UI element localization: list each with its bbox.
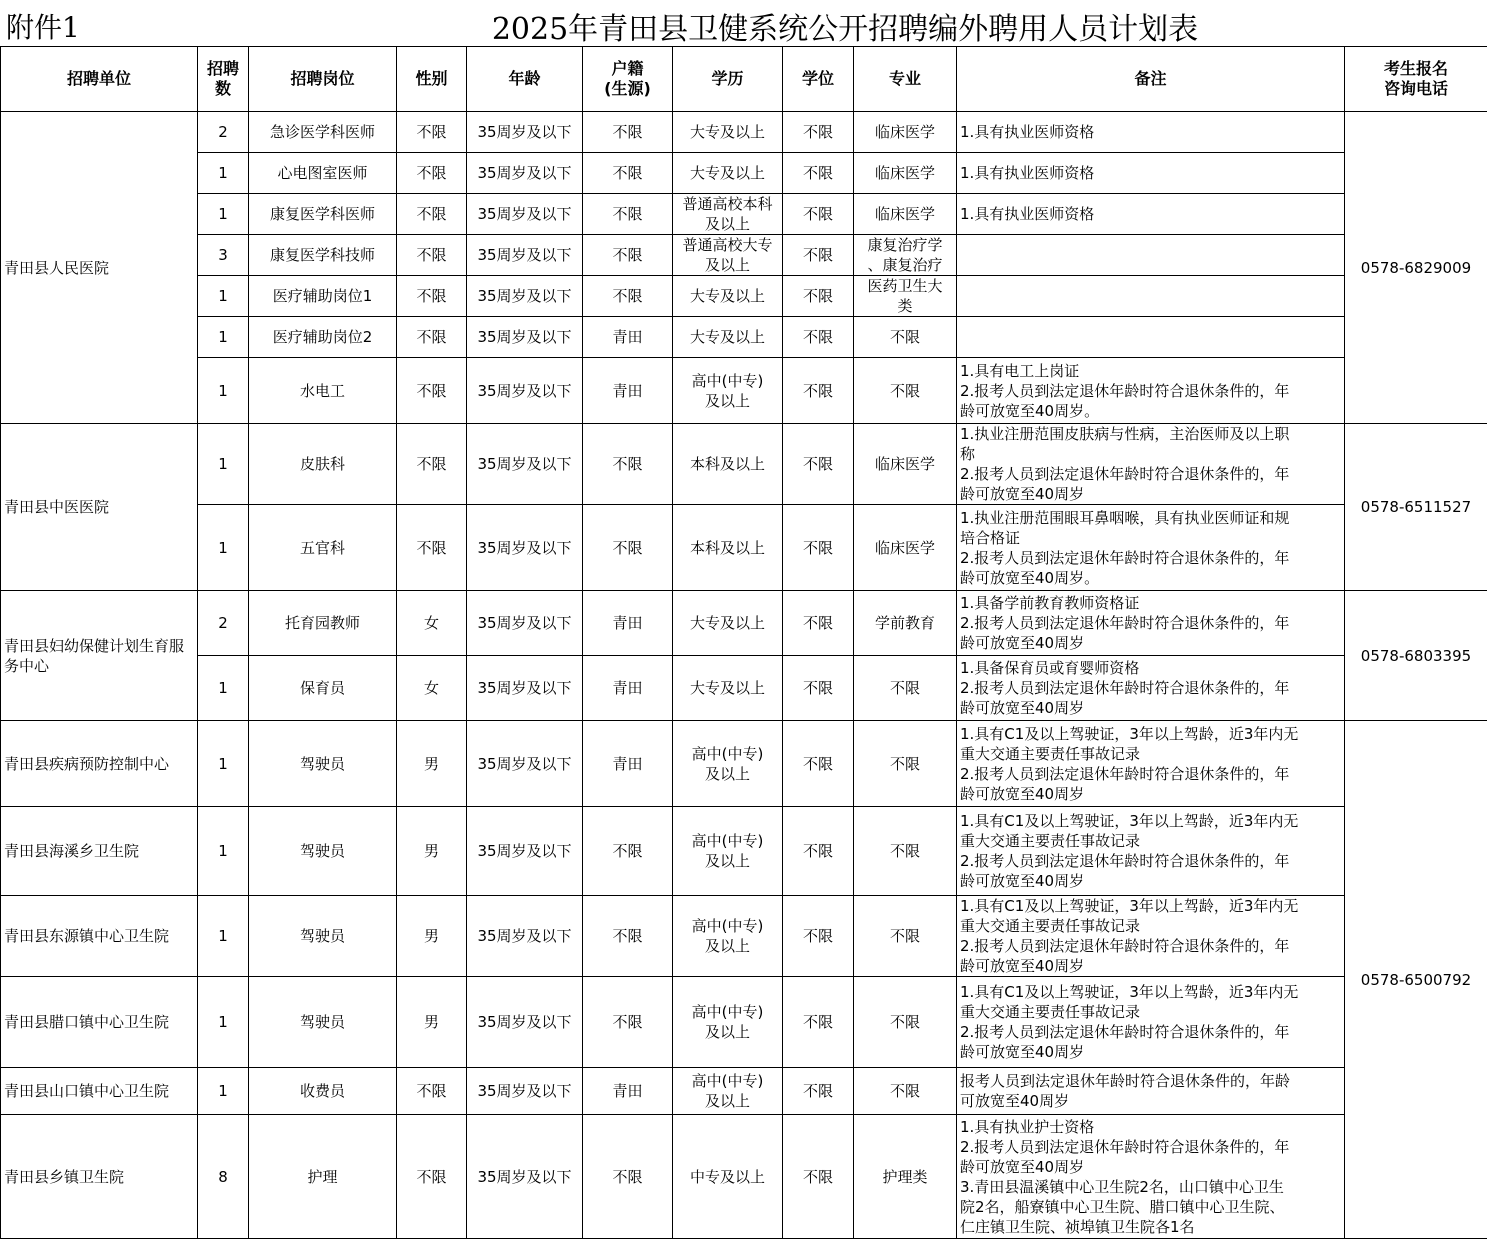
remarks-cell (957, 807, 1345, 896)
col-degree: 学位 (783, 47, 854, 112)
post-cell: 保育员 (249, 656, 397, 721)
post-cell: 康复医学科技师 (249, 235, 397, 276)
count-cell: 1 (198, 1068, 249, 1115)
text-line: 普通高校大专 (676, 235, 779, 255)
text-line: 大专及以上 (676, 286, 779, 306)
gender-cell: 男 (397, 977, 467, 1068)
table-row (1, 656, 1487, 721)
post-cell: 驾驶员 (249, 977, 397, 1068)
count-cell: 1 (198, 656, 249, 721)
phone-cell: 0578-6803395 (1345, 591, 1487, 721)
phone-cell: 0578-6511527 (1345, 424, 1487, 591)
text-line: 龄可放宽至40周岁。 (960, 568, 1341, 588)
gender-cell: 女 (397, 656, 467, 721)
major-cell (854, 358, 957, 424)
text-line: 及以上 (676, 1022, 779, 1042)
text-line: 、康复治疗 (857, 255, 953, 275)
text-line: 不限 (857, 841, 953, 861)
age-cell: 35周岁及以下 (467, 317, 583, 358)
degree-cell: 不限 (783, 424, 854, 505)
unit-cell: 青田县中医医院 (1, 424, 198, 591)
age-cell: 35周岁及以下 (467, 1068, 583, 1115)
text-line: 高中(中专) (676, 1071, 779, 1091)
major-cell (854, 276, 957, 317)
text-line: 2.报考人员到法定退休年龄时符合退休条件的，年 (960, 678, 1341, 698)
text-line: 2.报考人员到法定退休年龄时符合退休条件的，年 (960, 1137, 1341, 1157)
gender-cell: 男 (397, 896, 467, 977)
table-row (1, 505, 1487, 591)
count-cell: 8 (198, 1115, 249, 1239)
degree-cell: 不限 (783, 235, 854, 276)
household-cell: 青田 (583, 317, 673, 358)
education-cell (673, 358, 783, 424)
gender-cell: 不限 (397, 505, 467, 591)
count-cell: 1 (198, 276, 249, 317)
degree-cell: 不限 (783, 276, 854, 317)
text-line: 临床医学 (857, 122, 953, 142)
post-cell: 医疗辅助岗位1 (249, 276, 397, 317)
text-line: 及以上 (676, 851, 779, 871)
text-line: 2.报考人员到法定退休年龄时符合退休条件的，年 (960, 381, 1341, 401)
gender-cell: 不限 (397, 358, 467, 424)
gender-cell: 不限 (397, 112, 467, 153)
degree-cell: 不限 (783, 1115, 854, 1239)
degree-cell: 不限 (783, 153, 854, 194)
education-cell (673, 194, 783, 235)
remarks-cell (957, 656, 1345, 721)
household-cell: 不限 (583, 194, 673, 235)
text-line: 1.具备学前教育教师资格证 (960, 593, 1341, 613)
count-cell: 1 (198, 153, 249, 194)
education-cell (673, 591, 783, 656)
text-line: 类 (857, 296, 953, 316)
post-cell: 护理 (249, 1115, 397, 1239)
major-cell (854, 505, 957, 591)
text-line: 护理类 (857, 1167, 953, 1187)
col-phone: 考生报名 咨询电话 (1345, 47, 1487, 112)
text-line: 培合格证 (960, 528, 1341, 548)
major-cell (854, 591, 957, 656)
col-major: 专业 (854, 47, 957, 112)
table-row (1, 112, 1487, 153)
education-cell (673, 721, 783, 807)
text-line: 本科及以上 (676, 454, 779, 474)
household-cell: 不限 (583, 153, 673, 194)
table-row (1, 1068, 1487, 1115)
title-bar (0, 0, 1487, 46)
text-line: 普通高校本科 (676, 194, 779, 214)
text-line: 及以上 (676, 936, 779, 956)
major-cell (854, 1068, 957, 1115)
text-line: 3.青田县温溪镇中心卫生院2名，山口镇中心卫生 (960, 1177, 1341, 1197)
remarks-cell (957, 1068, 1345, 1115)
col-post: 招聘岗位 (249, 47, 397, 112)
household-cell: 不限 (583, 977, 673, 1068)
household-cell: 不限 (583, 896, 673, 977)
education-cell (673, 807, 783, 896)
post-cell: 托育园教师 (249, 591, 397, 656)
post-cell: 驾驶员 (249, 896, 397, 977)
major-cell (854, 424, 957, 505)
count-cell: 2 (198, 112, 249, 153)
education-cell (673, 1068, 783, 1115)
education-cell (673, 276, 783, 317)
degree-cell: 不限 (783, 656, 854, 721)
household-cell: 青田 (583, 358, 673, 424)
household-cell: 不限 (583, 1115, 673, 1239)
education-cell (673, 505, 783, 591)
col-remarks: 备注 (957, 47, 1345, 112)
recruitment-table (0, 46, 1487, 1239)
post-cell: 皮肤科 (249, 424, 397, 505)
post-cell: 医疗辅助岗位2 (249, 317, 397, 358)
household-cell: 不限 (583, 807, 673, 896)
education-cell (673, 656, 783, 721)
text-line: 1.具备保育员或育婴师资格 (960, 658, 1341, 678)
household-cell: 不限 (583, 235, 673, 276)
phone-cell: 0578-6829009 (1345, 112, 1487, 424)
table-row (1, 721, 1487, 807)
text-line: 1.执业注册范围皮肤病与性病，主治医师及以上职 (960, 424, 1341, 444)
major-cell (854, 317, 957, 358)
post-cell: 急诊医学科医师 (249, 112, 397, 153)
table-row (1, 235, 1487, 276)
table-row (1, 424, 1487, 505)
household-cell: 青田 (583, 1068, 673, 1115)
header-row (1, 47, 1487, 112)
education-cell (673, 112, 783, 153)
major-cell (854, 721, 957, 807)
text-line: 2.报考人员到法定退休年龄时符合退休条件的，年 (960, 548, 1341, 568)
text-line: 不限 (857, 1081, 953, 1101)
page-title: 2025年青田县卫健系统公开招聘编外聘用人员计划表 (280, 4, 1410, 48)
count-cell: 1 (198, 424, 249, 505)
text-line: 高中(中专) (676, 371, 779, 391)
age-cell: 35周岁及以下 (467, 977, 583, 1068)
text-line: 龄可放宽至40周岁 (960, 871, 1341, 891)
degree-cell: 不限 (783, 358, 854, 424)
remarks-cell (957, 153, 1345, 194)
text-line: 龄可放宽至40周岁 (960, 784, 1341, 804)
text-line: 高中(中专) (676, 744, 779, 764)
text-line: 可放宽至40周岁 (960, 1091, 1341, 1111)
text-line: 不限 (857, 327, 953, 347)
remarks-cell (957, 112, 1345, 153)
age-cell: 35周岁及以下 (467, 276, 583, 317)
age-cell: 35周岁及以下 (467, 896, 583, 977)
remarks-cell (957, 721, 1345, 807)
text-line: 大专及以上 (676, 163, 779, 183)
count-cell: 1 (198, 721, 249, 807)
text-line: 1.具有C1及以上驾驶证，3年以上驾龄，近3年内无 (960, 724, 1341, 744)
table-body (1, 112, 1487, 1239)
gender-cell: 不限 (397, 153, 467, 194)
text-line: 不限 (857, 1012, 953, 1032)
education-cell (673, 317, 783, 358)
post-cell: 康复医学科医师 (249, 194, 397, 235)
age-cell: 35周岁及以下 (467, 424, 583, 505)
post-cell: 心电图室医师 (249, 153, 397, 194)
table-row (1, 977, 1487, 1068)
count-cell: 1 (198, 977, 249, 1068)
major-cell (854, 153, 957, 194)
household-cell: 青田 (583, 656, 673, 721)
education-cell (673, 153, 783, 194)
count-cell: 1 (198, 194, 249, 235)
degree-cell: 不限 (783, 896, 854, 977)
post-cell: 五官科 (249, 505, 397, 591)
age-cell: 35周岁及以下 (467, 807, 583, 896)
text-line: 不限 (857, 754, 953, 774)
major-cell (854, 977, 957, 1068)
age-cell: 35周岁及以下 (467, 591, 583, 656)
text-line: 及以上 (676, 764, 779, 784)
table-row (1, 358, 1487, 424)
degree-cell: 不限 (783, 505, 854, 591)
text-line: 2.报考人员到法定退休年龄时符合退休条件的，年 (960, 851, 1341, 871)
text-line: 临床医学 (857, 204, 953, 224)
education-cell (673, 1115, 783, 1239)
remarks-cell (957, 358, 1345, 424)
text-line: 重大交通主要责任事故记录 (960, 916, 1341, 936)
text-line: 大专及以上 (676, 327, 779, 347)
text-line: 1.具有C1及以上驾驶证，3年以上驾龄，近3年内无 (960, 811, 1341, 831)
text-line: 龄可放宽至40周岁 (960, 698, 1341, 718)
text-line: 龄可放宽至40周岁 (960, 1042, 1341, 1062)
table-row (1, 194, 1487, 235)
text-line: 2.报考人员到法定退休年龄时符合退休条件的，年 (960, 764, 1341, 784)
text-line: 高中(中专) (676, 916, 779, 936)
remarks-cell (957, 896, 1345, 977)
table-row (1, 896, 1487, 977)
degree-cell: 不限 (783, 112, 854, 153)
major-cell (854, 1115, 957, 1239)
count-cell: 1 (198, 896, 249, 977)
text-line: 中专及以上 (676, 1167, 779, 1187)
major-cell (854, 112, 957, 153)
remarks-cell (957, 1115, 1345, 1239)
post-cell: 驾驶员 (249, 807, 397, 896)
text-line: 龄可放宽至40周岁 (960, 1157, 1341, 1177)
post-cell: 水电工 (249, 358, 397, 424)
age-cell: 35周岁及以下 (467, 112, 583, 153)
age-cell: 35周岁及以下 (467, 235, 583, 276)
post-cell: 驾驶员 (249, 721, 397, 807)
text-line: 及以上 (676, 1091, 779, 1111)
text-line: 1.具有执业医师资格 (960, 204, 1341, 224)
education-cell (673, 977, 783, 1068)
degree-cell: 不限 (783, 1068, 854, 1115)
household-cell: 不限 (583, 424, 673, 505)
education-cell (673, 896, 783, 977)
age-cell: 35周岁及以下 (467, 358, 583, 424)
gender-cell: 不限 (397, 317, 467, 358)
post-cell: 收费员 (249, 1068, 397, 1115)
text-line: 不限 (857, 381, 953, 401)
degree-cell: 不限 (783, 317, 854, 358)
remarks-cell (957, 317, 1345, 358)
gender-cell: 男 (397, 807, 467, 896)
text-line: 大专及以上 (676, 122, 779, 142)
degree-cell: 不限 (783, 591, 854, 656)
education-cell (673, 424, 783, 505)
text-line: 1.执业注册范围眼耳鼻咽喉，具有执业医师证和规 (960, 508, 1341, 528)
table-row (1, 807, 1487, 896)
household-cell: 不限 (583, 505, 673, 591)
text-line: 称 (960, 444, 1341, 464)
text-line: 大专及以上 (676, 613, 779, 633)
table-row (1, 276, 1487, 317)
col-count: 招聘 数 (198, 47, 249, 112)
unit-cell: 青田县乡镇卫生院 (1, 1115, 198, 1239)
text-line: 龄可放宽至40周岁 (960, 633, 1341, 653)
gender-cell: 不限 (397, 1115, 467, 1239)
text-line: 医药卫生大 (857, 276, 953, 296)
count-cell: 1 (198, 317, 249, 358)
text-line: 不限 (857, 678, 953, 698)
text-line: 龄可放宽至40周岁。 (960, 401, 1341, 421)
text-line: 临床医学 (857, 163, 953, 183)
age-cell: 35周岁及以下 (467, 721, 583, 807)
age-cell: 35周岁及以下 (467, 1115, 583, 1239)
gender-cell: 女 (397, 591, 467, 656)
age-cell: 35周岁及以下 (467, 194, 583, 235)
household-cell: 青田 (583, 591, 673, 656)
gender-cell: 不限 (397, 194, 467, 235)
text-line: 龄可放宽至40周岁 (960, 484, 1341, 504)
text-line: 1.具有执业护士资格 (960, 1117, 1341, 1137)
degree-cell: 不限 (783, 807, 854, 896)
text-line: 2.报考人员到法定退休年龄时符合退休条件的，年 (960, 613, 1341, 633)
unit-cell: 青田县疾病预防控制中心 (1, 721, 198, 807)
count-cell: 3 (198, 235, 249, 276)
unit-cell: 青田县腊口镇中心卫生院 (1, 977, 198, 1068)
remarks-cell (957, 977, 1345, 1068)
remarks-cell (957, 591, 1345, 656)
count-cell: 2 (198, 591, 249, 656)
degree-cell: 不限 (783, 977, 854, 1068)
gender-cell: 不限 (397, 276, 467, 317)
count-cell: 1 (198, 505, 249, 591)
count-cell: 1 (198, 807, 249, 896)
degree-cell: 不限 (783, 194, 854, 235)
text-line: 重大交通主要责任事故记录 (960, 744, 1341, 764)
text-line: 及以上 (676, 255, 779, 275)
gender-cell: 不限 (397, 1068, 467, 1115)
col-unit: 招聘单位 (1, 47, 198, 112)
age-cell: 35周岁及以下 (467, 153, 583, 194)
text-line: 及以上 (676, 214, 779, 234)
text-line: 高中(中专) (676, 1002, 779, 1022)
major-cell (854, 194, 957, 235)
phone-cell: 0578-6500792 (1345, 721, 1487, 1239)
text-line: 康复治疗学 (857, 235, 953, 255)
text-line: 重大交通主要责任事故记录 (960, 1002, 1341, 1022)
major-cell (854, 235, 957, 276)
table-row (1, 591, 1487, 656)
remarks-cell (957, 505, 1345, 591)
count-cell: 1 (198, 358, 249, 424)
col-household: 户籍 (生源) (583, 47, 673, 112)
remarks-cell (957, 276, 1345, 317)
major-cell (854, 656, 957, 721)
major-cell (854, 807, 957, 896)
text-line: 仁庄镇卫生院、祯埠镇卫生院各1名 (960, 1217, 1341, 1237)
age-cell: 35周岁及以下 (467, 656, 583, 721)
text-line: 学前教育 (857, 613, 953, 633)
age-cell: 35周岁及以下 (467, 505, 583, 591)
text-line: 1.具有电工上岗证 (960, 361, 1341, 381)
remarks-cell (957, 194, 1345, 235)
col-education: 学历 (673, 47, 783, 112)
education-cell (673, 235, 783, 276)
household-cell: 不限 (583, 276, 673, 317)
text-line: 1.具有C1及以上驾驶证，3年以上驾龄，近3年内无 (960, 982, 1341, 1002)
text-line: 本科及以上 (676, 538, 779, 558)
text-line: 高中(中专) (676, 831, 779, 851)
text-line: 2.报考人员到法定退休年龄时符合退休条件的，年 (960, 464, 1341, 484)
text-line: 大专及以上 (676, 678, 779, 698)
text-line: 重大交通主要责任事故记录 (960, 831, 1341, 851)
text-line: 及以上 (676, 391, 779, 411)
text-line: 2.报考人员到法定退休年龄时符合退休条件的，年 (960, 936, 1341, 956)
gender-cell: 不限 (397, 235, 467, 276)
household-cell: 不限 (583, 112, 673, 153)
unit-cell: 青田县东源镇中心卫生院 (1, 896, 198, 977)
table-row (1, 1115, 1487, 1239)
table-row (1, 153, 1487, 194)
unit-cell: 青田县山口镇中心卫生院 (1, 1068, 198, 1115)
text-line: 1.具有C1及以上驾驶证，3年以上驾龄，近3年内无 (960, 896, 1341, 916)
text-line: 龄可放宽至40周岁 (960, 956, 1341, 976)
text-line: 报考人员到法定退休年龄时符合退休条件的，年龄 (960, 1071, 1341, 1091)
gender-cell: 男 (397, 721, 467, 807)
text-line: 临床医学 (857, 454, 953, 474)
unit-cell: 青田县妇幼保健计划生育服务中心 (1, 591, 198, 721)
unit-cell: 青田县人民医院 (1, 112, 198, 424)
text-line: 不限 (857, 926, 953, 946)
remarks-cell (957, 424, 1345, 505)
unit-cell: 青田县海溪乡卫生院 (1, 807, 198, 896)
text-line: 1.具有执业医师资格 (960, 163, 1341, 183)
household-cell: 青田 (583, 721, 673, 807)
text-line: 1.具有执业医师资格 (960, 122, 1341, 142)
degree-cell: 不限 (783, 721, 854, 807)
remarks-cell (957, 235, 1345, 276)
text-line: 2.报考人员到法定退休年龄时符合退休条件的，年 (960, 1022, 1341, 1042)
table-row (1, 317, 1487, 358)
col-age: 年龄 (467, 47, 583, 112)
text-line: 院2名，船寮镇中心卫生院、腊口镇中心卫生院、 (960, 1197, 1341, 1217)
attachment-label: 附件1 (6, 6, 80, 46)
major-cell (854, 896, 957, 977)
text-line: 临床医学 (857, 538, 953, 558)
gender-cell: 不限 (397, 424, 467, 505)
col-gender: 性别 (397, 47, 467, 112)
